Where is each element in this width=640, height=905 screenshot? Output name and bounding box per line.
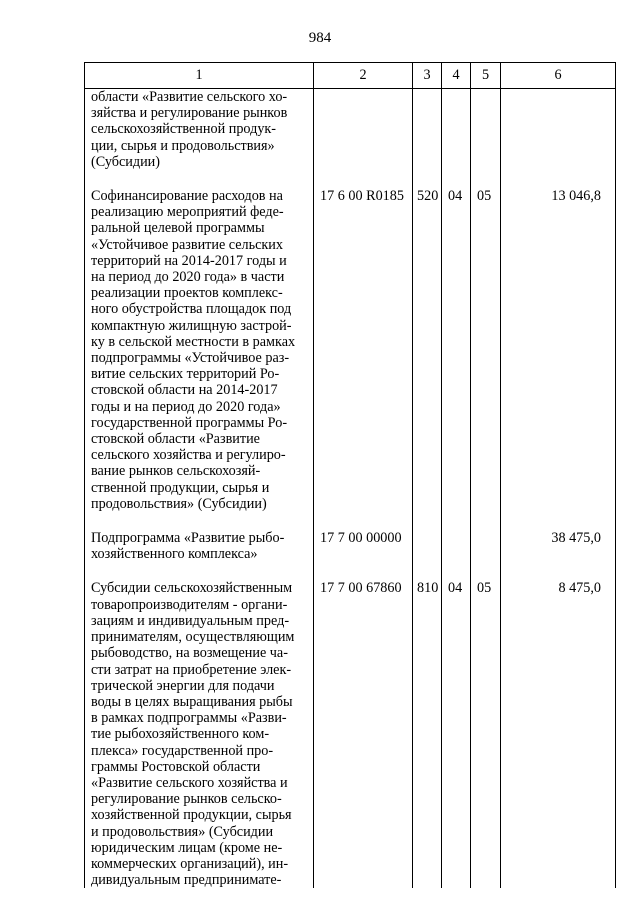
description-line: зациям и индивидуальным пред- xyxy=(91,612,290,629)
row-section xyxy=(442,530,471,562)
description-line: (Субсидии) xyxy=(91,153,160,170)
row-section: 04 xyxy=(442,580,471,888)
description-line: «Развитие сельского хозяйства и xyxy=(91,774,288,791)
row-spacer xyxy=(85,170,616,188)
column-header: 2 xyxy=(314,63,413,89)
page-number: 984 xyxy=(308,30,332,46)
spacer-cell xyxy=(413,512,442,530)
table-row xyxy=(85,188,616,512)
description-line: сельскохозяйственной продук- xyxy=(91,121,277,138)
description-line: Софинансирование расходов на xyxy=(91,188,283,205)
description-line: стовской области «Развитие xyxy=(91,431,260,448)
row-amount xyxy=(501,89,616,171)
description-line: в рамках подпрограммы «Разви- xyxy=(91,710,287,727)
spacer-cell xyxy=(85,562,314,580)
description-line: трической энергии для подачи xyxy=(91,677,275,694)
description-line: годы и на период до 2020 года» xyxy=(91,398,281,415)
description-line: продовольствия» (Субсидии) xyxy=(91,495,267,512)
description-line: товаропроизводителям - органи- xyxy=(91,596,288,613)
description-line: Субсидии сельскохозяйственным xyxy=(91,580,293,597)
row-code: 17 7 00 67860 xyxy=(314,580,413,888)
description-line: вание рынков сельскохозяй- xyxy=(91,463,261,480)
description-line: стовской области на 2014-2017 xyxy=(91,382,278,399)
description-line: хозяйственного комплекса» xyxy=(91,546,258,563)
description-line: на период до 2020 года» в части xyxy=(91,269,285,286)
description-line: регулирование рынков сельско- xyxy=(91,791,282,808)
description-line: реализации проектов комплекс- xyxy=(91,285,283,302)
description-line: сельского хозяйства и регулиро- xyxy=(91,447,286,464)
description-line: коммерческих организаций), ин- xyxy=(91,855,289,872)
description-line: ции, сырья и продовольствия» xyxy=(91,137,275,154)
spacer-cell xyxy=(85,512,314,530)
description-line: витие сельских территорий Ро- xyxy=(91,366,280,383)
spacer-cell xyxy=(413,170,442,188)
spacer-cell xyxy=(85,170,314,188)
row-code: 17 7 00 00000 xyxy=(314,530,413,562)
description-line: хозяйственной продукции, сырья xyxy=(91,807,292,824)
row-code xyxy=(314,89,413,171)
row-expense-type: 810 xyxy=(413,580,442,888)
row-amount: 8 475,0 xyxy=(501,580,616,888)
row-subsection xyxy=(471,530,501,562)
column-header: 6 xyxy=(501,63,616,89)
description-line: сти затрат на приобретение элек- xyxy=(91,661,292,678)
row-description xyxy=(85,89,314,171)
description-line: реализацию мероприятий феде- xyxy=(91,204,284,221)
description-line: Подпрограмма «Развитие рыбо- xyxy=(91,530,285,547)
spacer-cell xyxy=(314,170,413,188)
row-subsection xyxy=(471,89,501,171)
row-spacer xyxy=(85,512,616,530)
spacer-cell xyxy=(442,170,471,188)
table-body xyxy=(85,89,616,889)
row-subsection: 05 xyxy=(471,580,501,888)
description-line: ственной продукции, сырья и xyxy=(91,479,270,496)
row-expense-type xyxy=(413,530,442,562)
row-section xyxy=(442,89,471,171)
description-line: граммы Ростовской области xyxy=(91,758,261,775)
spacer-cell xyxy=(501,170,616,188)
row-description xyxy=(85,580,314,888)
spacer-cell xyxy=(314,512,413,530)
row-amount: 38 475,0 xyxy=(501,530,616,562)
description-line: ральной целевой программы xyxy=(91,220,265,237)
spacer-cell xyxy=(314,562,413,580)
description-line: юридическим лицам (кроме не- xyxy=(91,839,283,856)
table-row xyxy=(85,530,616,562)
spacer-cell xyxy=(413,562,442,580)
spacer-cell xyxy=(471,170,501,188)
description-line: тие рыбохозяйственного ком- xyxy=(91,726,270,743)
row-spacer xyxy=(85,562,616,580)
spacer-cell xyxy=(471,512,501,530)
spacer-cell xyxy=(442,562,471,580)
table-row xyxy=(85,89,616,171)
column-header: 3 xyxy=(413,63,442,89)
spacer-cell xyxy=(442,512,471,530)
description-line: плекса» государственной про- xyxy=(91,742,274,759)
row-description xyxy=(85,188,314,512)
description-line: подпрограммы «Устойчивое раз- xyxy=(91,350,290,367)
description-line: территорий на 2014-2017 годы и xyxy=(91,252,287,269)
row-expense-type xyxy=(413,89,442,171)
description-line: области «Развитие сельского хо- xyxy=(91,89,288,105)
description-line: ку в сельской местности в рамках xyxy=(91,333,296,350)
column-header: 5 xyxy=(471,63,501,89)
description-line: рыбоводство, на возмещение ча- xyxy=(91,645,288,662)
description-line: «Устойчивое развитие сельских xyxy=(91,236,283,253)
description-line: зяйства и регулирование рынков xyxy=(91,105,288,122)
table-row xyxy=(85,580,616,888)
column-header: 4 xyxy=(442,63,471,89)
description-line: государственной программы Ро- xyxy=(91,414,288,431)
spacer-cell xyxy=(471,562,501,580)
spacer-cell xyxy=(501,512,616,530)
description-line: дивидуальным предпринимате- xyxy=(91,872,282,889)
column-header: 1 xyxy=(85,63,314,89)
description-line: принимателям, осуществляющим xyxy=(91,629,295,646)
row-description xyxy=(85,530,314,562)
description-line: ного обустройства площадок под xyxy=(91,301,292,318)
description-line: компактную жилищную застрой- xyxy=(91,317,292,334)
table-header-row xyxy=(85,63,616,89)
row-section: 04 xyxy=(442,188,471,512)
description-line: и продовольствия» (Субсидии xyxy=(91,823,274,840)
description-line: воды в целях выращивания рыбы xyxy=(91,693,293,710)
budget-table xyxy=(84,62,616,888)
row-expense-type: 520 xyxy=(413,188,442,512)
spacer-cell xyxy=(501,562,616,580)
row-subsection: 05 xyxy=(471,188,501,512)
row-code: 17 6 00 R0185 xyxy=(314,188,413,512)
row-amount: 13 046,8 xyxy=(501,188,616,512)
